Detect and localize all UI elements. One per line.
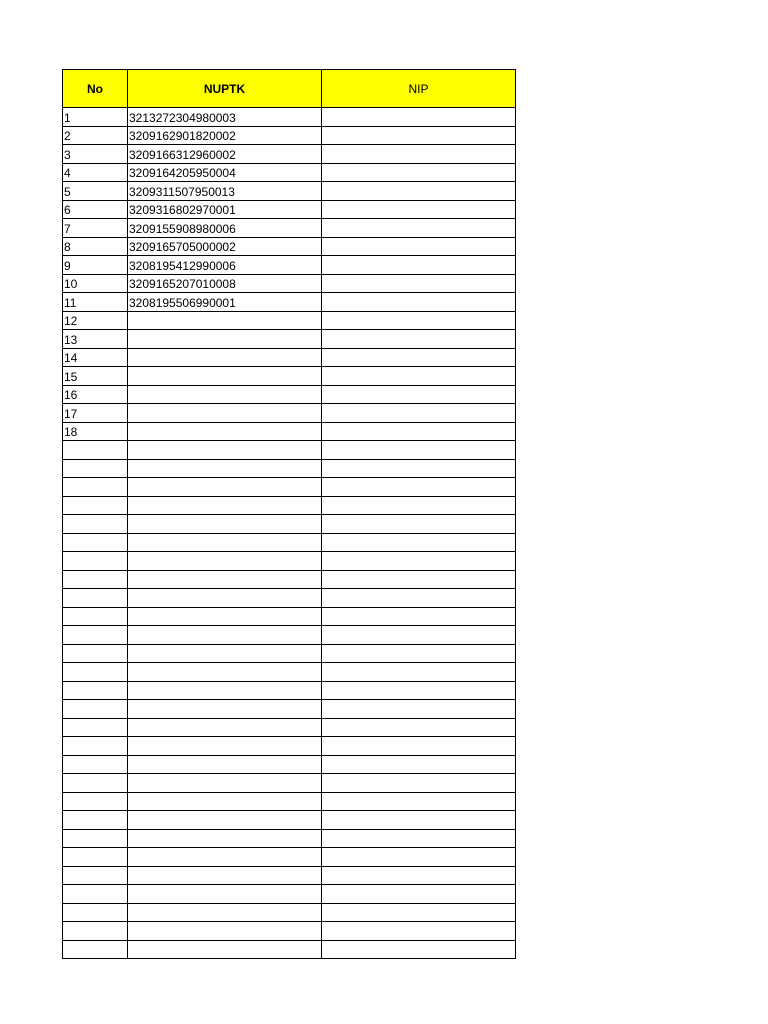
table-row <box>63 718 516 737</box>
table-row <box>63 293 516 312</box>
cell-no[interactable]: 7 <box>63 219 128 238</box>
table-row <box>63 552 516 571</box>
table-row <box>63 182 516 201</box>
cell-nuptk[interactable] <box>128 404 322 423</box>
cell-no[interactable] <box>63 848 128 867</box>
table-row <box>63 644 516 663</box>
cell-nip[interactable] <box>322 200 516 219</box>
cell-no[interactable] <box>63 700 128 719</box>
cell-nip[interactable] <box>322 311 516 330</box>
cell-nip[interactable] <box>322 385 516 404</box>
cell-nip[interactable] <box>322 792 516 811</box>
cell-nip[interactable] <box>322 163 516 182</box>
cell-nip[interactable] <box>322 237 516 256</box>
cell-nuptk[interactable] <box>128 533 322 552</box>
cell-no[interactable] <box>63 459 128 478</box>
table-row <box>63 404 516 423</box>
cell-no[interactable]: 2 <box>63 126 128 145</box>
cell-nip[interactable] <box>322 459 516 478</box>
cell-nip[interactable] <box>322 903 516 922</box>
cell-nip[interactable] <box>322 293 516 312</box>
cell-nip[interactable] <box>322 552 516 571</box>
cell-no[interactable]: 12 <box>63 311 128 330</box>
table-row <box>63 737 516 756</box>
table-row <box>63 515 516 534</box>
cell-nip[interactable] <box>322 441 516 460</box>
cell-no[interactable] <box>63 533 128 552</box>
table-row <box>63 922 516 941</box>
table-row <box>63 626 516 645</box>
cell-nuptk[interactable]: 3208195506990001 <box>128 293 322 312</box>
cell-nuptk[interactable]: 3209316802970001 <box>128 200 322 219</box>
table-row <box>63 940 516 959</box>
cell-no[interactable] <box>63 922 128 941</box>
cell-nip[interactable] <box>322 126 516 145</box>
cell-nuptk[interactable] <box>128 626 322 645</box>
cell-nuptk[interactable] <box>128 441 322 460</box>
cell-nuptk[interactable] <box>128 570 322 589</box>
cell-nuptk[interactable] <box>128 385 322 404</box>
cell-nuptk[interactable] <box>128 478 322 497</box>
cell-no[interactable]: 10 <box>63 274 128 293</box>
cell-no[interactable]: 16 <box>63 385 128 404</box>
cell-nip[interactable] <box>322 274 516 293</box>
cell-no[interactable] <box>63 866 128 885</box>
cell-no[interactable] <box>63 496 128 515</box>
cell-nip[interactable] <box>322 182 516 201</box>
cell-nip[interactable] <box>322 496 516 515</box>
cell-no[interactable]: 4 <box>63 163 128 182</box>
cell-nuptk[interactable]: 3213272304980003 <box>128 108 322 127</box>
cell-nip[interactable] <box>322 681 516 700</box>
cell-no[interactable]: 9 <box>63 256 128 275</box>
table-row <box>63 681 516 700</box>
cell-nuptk[interactable] <box>128 496 322 515</box>
cell-nip[interactable] <box>322 589 516 608</box>
table-row <box>63 126 516 145</box>
cell-nuptk[interactable] <box>128 644 322 663</box>
cell-nuptk[interactable] <box>128 348 322 367</box>
cell-nuptk[interactable]: 3209165207010008 <box>128 274 322 293</box>
table-row <box>63 311 516 330</box>
table-row <box>63 108 516 127</box>
cell-nuptk[interactable] <box>128 681 322 700</box>
cell-nuptk[interactable] <box>128 737 322 756</box>
header-nuptk[interactable]: NUPTK <box>128 70 322 108</box>
cell-nuptk[interactable] <box>128 589 322 608</box>
cell-nip[interactable] <box>322 829 516 848</box>
table-row <box>63 348 516 367</box>
cell-nip[interactable] <box>322 755 516 774</box>
table-row <box>63 145 516 164</box>
cell-nip[interactable] <box>322 644 516 663</box>
cell-nuptk[interactable] <box>128 607 322 626</box>
header-row <box>63 70 516 108</box>
header-no[interactable]: No <box>63 70 128 108</box>
table-row <box>63 441 516 460</box>
cell-nuptk[interactable] <box>128 940 322 959</box>
table-row <box>63 459 516 478</box>
cell-no[interactable]: 3 <box>63 145 128 164</box>
cell-nip[interactable] <box>322 515 516 534</box>
table-row <box>63 200 516 219</box>
cell-nuptk[interactable] <box>128 311 322 330</box>
cell-nuptk[interactable]: 3209162901820002 <box>128 126 322 145</box>
table-row <box>63 589 516 608</box>
table-row <box>63 829 516 848</box>
cell-nuptk[interactable] <box>128 866 322 885</box>
cell-no[interactable] <box>63 755 128 774</box>
cell-nip[interactable] <box>322 718 516 737</box>
cell-no[interactable] <box>63 589 128 608</box>
cell-nuptk[interactable] <box>128 922 322 941</box>
cell-no[interactable]: 5 <box>63 182 128 201</box>
cell-nip[interactable] <box>322 108 516 127</box>
cell-nip[interactable] <box>322 256 516 275</box>
cell-nuptk[interactable]: 3209155908980006 <box>128 219 322 238</box>
cell-no[interactable] <box>63 552 128 571</box>
cell-nuptk[interactable] <box>128 792 322 811</box>
cell-nuptk[interactable] <box>128 848 322 867</box>
cell-no[interactable] <box>63 774 128 793</box>
table-row <box>63 903 516 922</box>
cell-nip[interactable] <box>322 737 516 756</box>
table-row <box>63 385 516 404</box>
cell-nip[interactable] <box>322 774 516 793</box>
table-row <box>63 811 516 830</box>
cell-nip[interactable] <box>322 885 516 904</box>
table-row <box>63 367 516 386</box>
cell-nuptk[interactable]: 3209166312960002 <box>128 145 322 164</box>
cell-no[interactable] <box>63 940 128 959</box>
cell-nip[interactable] <box>322 422 516 441</box>
cell-nuptk[interactable] <box>128 330 322 349</box>
cell-nuptk[interactable]: 3208195412990006 <box>128 256 322 275</box>
cell-nuptk[interactable] <box>128 829 322 848</box>
cell-nip[interactable] <box>322 219 516 238</box>
table-row <box>63 700 516 719</box>
table-row <box>63 274 516 293</box>
table-row <box>63 533 516 552</box>
cell-nuptk[interactable] <box>128 552 322 571</box>
cell-nip[interactable] <box>322 570 516 589</box>
cell-nuptk[interactable]: 3209164205950004 <box>128 163 322 182</box>
cell-nuptk[interactable] <box>128 663 322 682</box>
table-header <box>63 70 516 108</box>
cell-no[interactable] <box>63 718 128 737</box>
cell-no[interactable]: 1 <box>63 108 128 127</box>
cell-nip[interactable] <box>322 607 516 626</box>
cell-no[interactable] <box>63 829 128 848</box>
cell-no[interactable] <box>63 644 128 663</box>
cell-nip[interactable] <box>322 848 516 867</box>
cell-no[interactable] <box>63 811 128 830</box>
table-row <box>63 885 516 904</box>
cell-nuptk[interactable] <box>128 903 322 922</box>
table-body <box>63 108 516 959</box>
cell-no[interactable] <box>63 515 128 534</box>
cell-nip[interactable] <box>322 866 516 885</box>
table-row <box>63 496 516 515</box>
cell-no[interactable]: 11 <box>63 293 128 312</box>
cell-nuptk[interactable] <box>128 422 322 441</box>
cell-nip[interactable] <box>322 478 516 497</box>
table-row <box>63 330 516 349</box>
table-row <box>63 478 516 497</box>
table-row <box>63 163 516 182</box>
table-row <box>63 607 516 626</box>
cell-nuptk[interactable] <box>128 718 322 737</box>
table-row <box>63 792 516 811</box>
cell-nip[interactable] <box>322 922 516 941</box>
cell-no[interactable]: 17 <box>63 404 128 423</box>
cell-nip[interactable] <box>322 663 516 682</box>
cell-nuptk[interactable]: 3209165705000002 <box>128 237 322 256</box>
cell-no[interactable]: 14 <box>63 348 128 367</box>
cell-nip[interactable] <box>322 700 516 719</box>
cell-nip[interactable] <box>322 367 516 386</box>
cell-nuptk[interactable] <box>128 755 322 774</box>
table-row <box>63 848 516 867</box>
cell-no[interactable] <box>63 681 128 700</box>
cell-nuptk[interactable] <box>128 700 322 719</box>
cell-no[interactable]: 15 <box>63 367 128 386</box>
table-row <box>63 237 516 256</box>
cell-nip[interactable] <box>322 145 516 164</box>
cell-nuptk[interactable] <box>128 811 322 830</box>
cell-nip[interactable] <box>322 330 516 349</box>
cell-no[interactable] <box>63 903 128 922</box>
cell-nip[interactable] <box>322 404 516 423</box>
cell-nuptk[interactable] <box>128 774 322 793</box>
table-row <box>63 422 516 441</box>
cell-nip[interactable] <box>322 811 516 830</box>
cell-no[interactable]: 18 <box>63 422 128 441</box>
cell-no[interactable] <box>63 441 128 460</box>
cell-no[interactable] <box>63 478 128 497</box>
cell-nuptk[interactable] <box>128 885 322 904</box>
cell-nip[interactable] <box>322 626 516 645</box>
table-row <box>63 256 516 275</box>
cell-nip[interactable] <box>322 533 516 552</box>
cell-no[interactable] <box>63 570 128 589</box>
cell-nuptk[interactable]: 3209311507950013 <box>128 182 322 201</box>
cell-no[interactable] <box>63 737 128 756</box>
table-row <box>63 866 516 885</box>
cell-nuptk[interactable] <box>128 515 322 534</box>
table-row <box>63 663 516 682</box>
cell-no[interactable] <box>63 607 128 626</box>
cell-no[interactable] <box>63 626 128 645</box>
cell-no[interactable]: 6 <box>63 200 128 219</box>
table-row <box>63 570 516 589</box>
cell-no[interactable] <box>63 792 128 811</box>
cell-nuptk[interactable] <box>128 367 322 386</box>
table-row <box>63 219 516 238</box>
cell-no[interactable]: 13 <box>63 330 128 349</box>
table-row <box>63 774 516 793</box>
header-nip[interactable]: NIP <box>322 70 516 108</box>
cell-no[interactable] <box>63 663 128 682</box>
cell-nuptk[interactable] <box>128 459 322 478</box>
cell-no[interactable]: 8 <box>63 237 128 256</box>
cell-no[interactable] <box>63 885 128 904</box>
cell-nip[interactable] <box>322 348 516 367</box>
table-row <box>63 755 516 774</box>
spreadsheet-table <box>62 69 516 959</box>
cell-nip[interactable] <box>322 940 516 959</box>
